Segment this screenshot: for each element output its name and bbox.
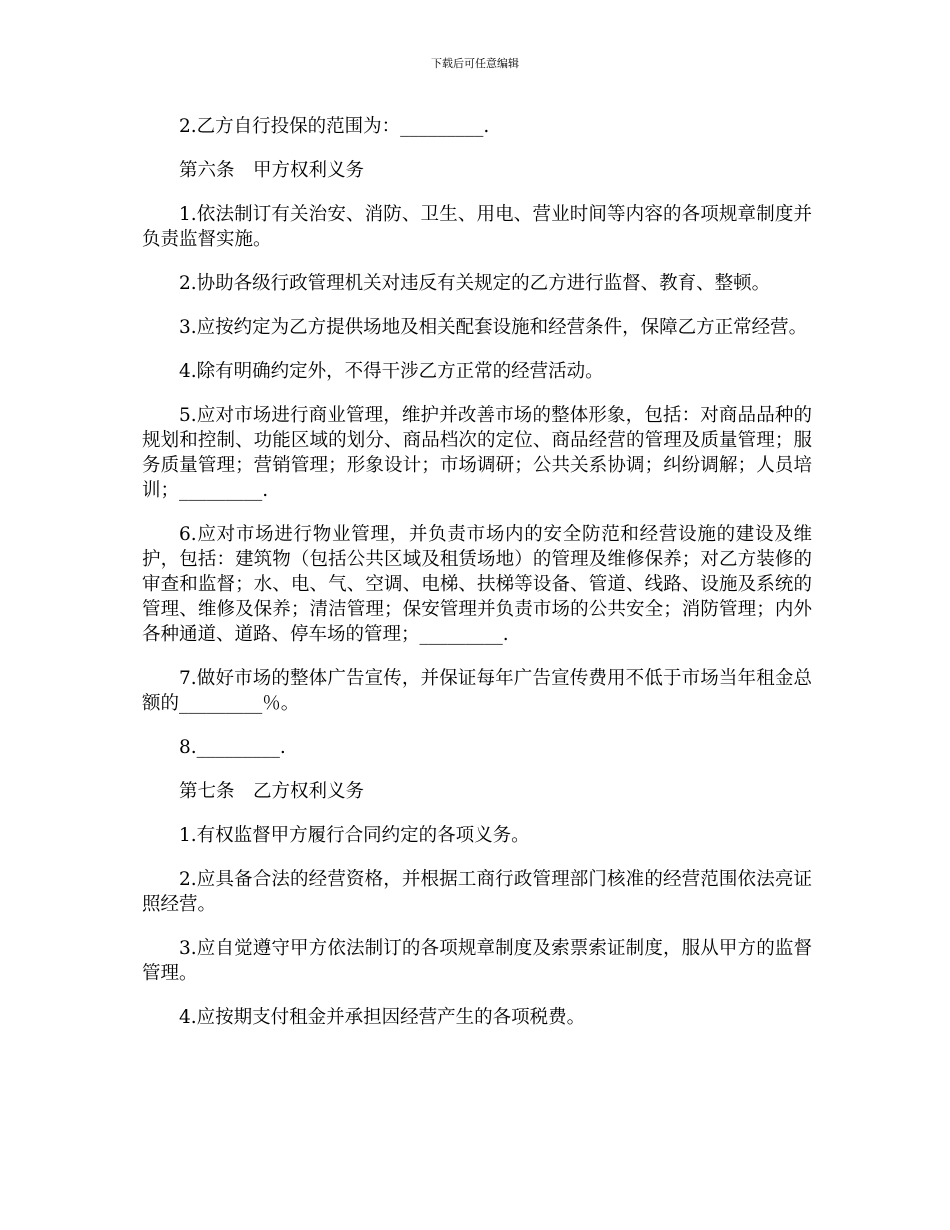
article-six-item-5: 5.应对市场进行商业管理，维护并改善市场的整体形象，包括：对商品品种的规划和控制、功能区域的划分、商品档次的定位、商品经营的管理及质量管理；服务质量管理；营销管理；形象设计；市场调研；公共关系协调；纠纷调解；人员培训；_________. <box>142 405 812 501</box>
article-seven-item-3: 3.应自觉遵守甲方依法制订的各项规章制度及索票索证制度，服从甲方的监督管理。 <box>142 938 812 984</box>
clause-insurance-scope: 2.乙方自行投保的范围为：_________. <box>179 116 490 137</box>
article-six-item-3: 3.应按约定为乙方提供场地及相关配套设施和经营条件，保障乙方正常经营。 <box>179 317 808 338</box>
document-body <box>142 114 812 1049</box>
article-six-heading: 第六条 甲方权利义务 <box>179 160 365 181</box>
article-six-item-1: 1.依法制订有关治安、消防、卫生、用电、营业时间等内容的各项规章制度并负责监督实施。 <box>142 204 812 250</box>
article-six-item-8: 8._________. <box>179 737 286 758</box>
page-header: 下载后可任意编辑 <box>431 57 519 70</box>
article-seven-item-1: 1.有权监督甲方履行合同约定的各项义务。 <box>179 825 530 846</box>
article-six-item-2: 2.协助各级行政管理机关对违反有关规定的乙方进行监督、教育、整顿。 <box>179 273 771 294</box>
article-seven-heading: 第七条 乙方权利义务 <box>179 781 365 802</box>
article-seven-item-2: 2.应具备合法的经营资格，并根据工商行政管理部门核准的经营范围依法亮证照经营。 <box>142 869 812 915</box>
article-six-item-4: 4.除有明确约定外，不得干涉乙方正常的经营活动。 <box>179 361 604 382</box>
article-six-item-6: 6.应对市场进行物业管理，并负责市场内的安全防范和经营设施的建设及维护，包括：建筑物（包括公共区域及租赁场地）的管理及维修保养；对乙方装修的审查和监督；水、电、气、空调、电梯、扶梯等设备、管道、线路、设施及系统的管理、维修及保养；清洁管理；保安管理并负责市场的公共安全；消防管理；内外各种通道、道路、停车场的管理；_________. <box>142 524 812 645</box>
article-seven-item-4: 4.应按期支付租金并承担因经营产生的各项税费。 <box>179 1007 586 1028</box>
article-six-item-7: 7.做好市场的整体广告宣传，并保证每年广告宣传费用不低于市场当年租金总额的_________％。 <box>142 668 812 714</box>
